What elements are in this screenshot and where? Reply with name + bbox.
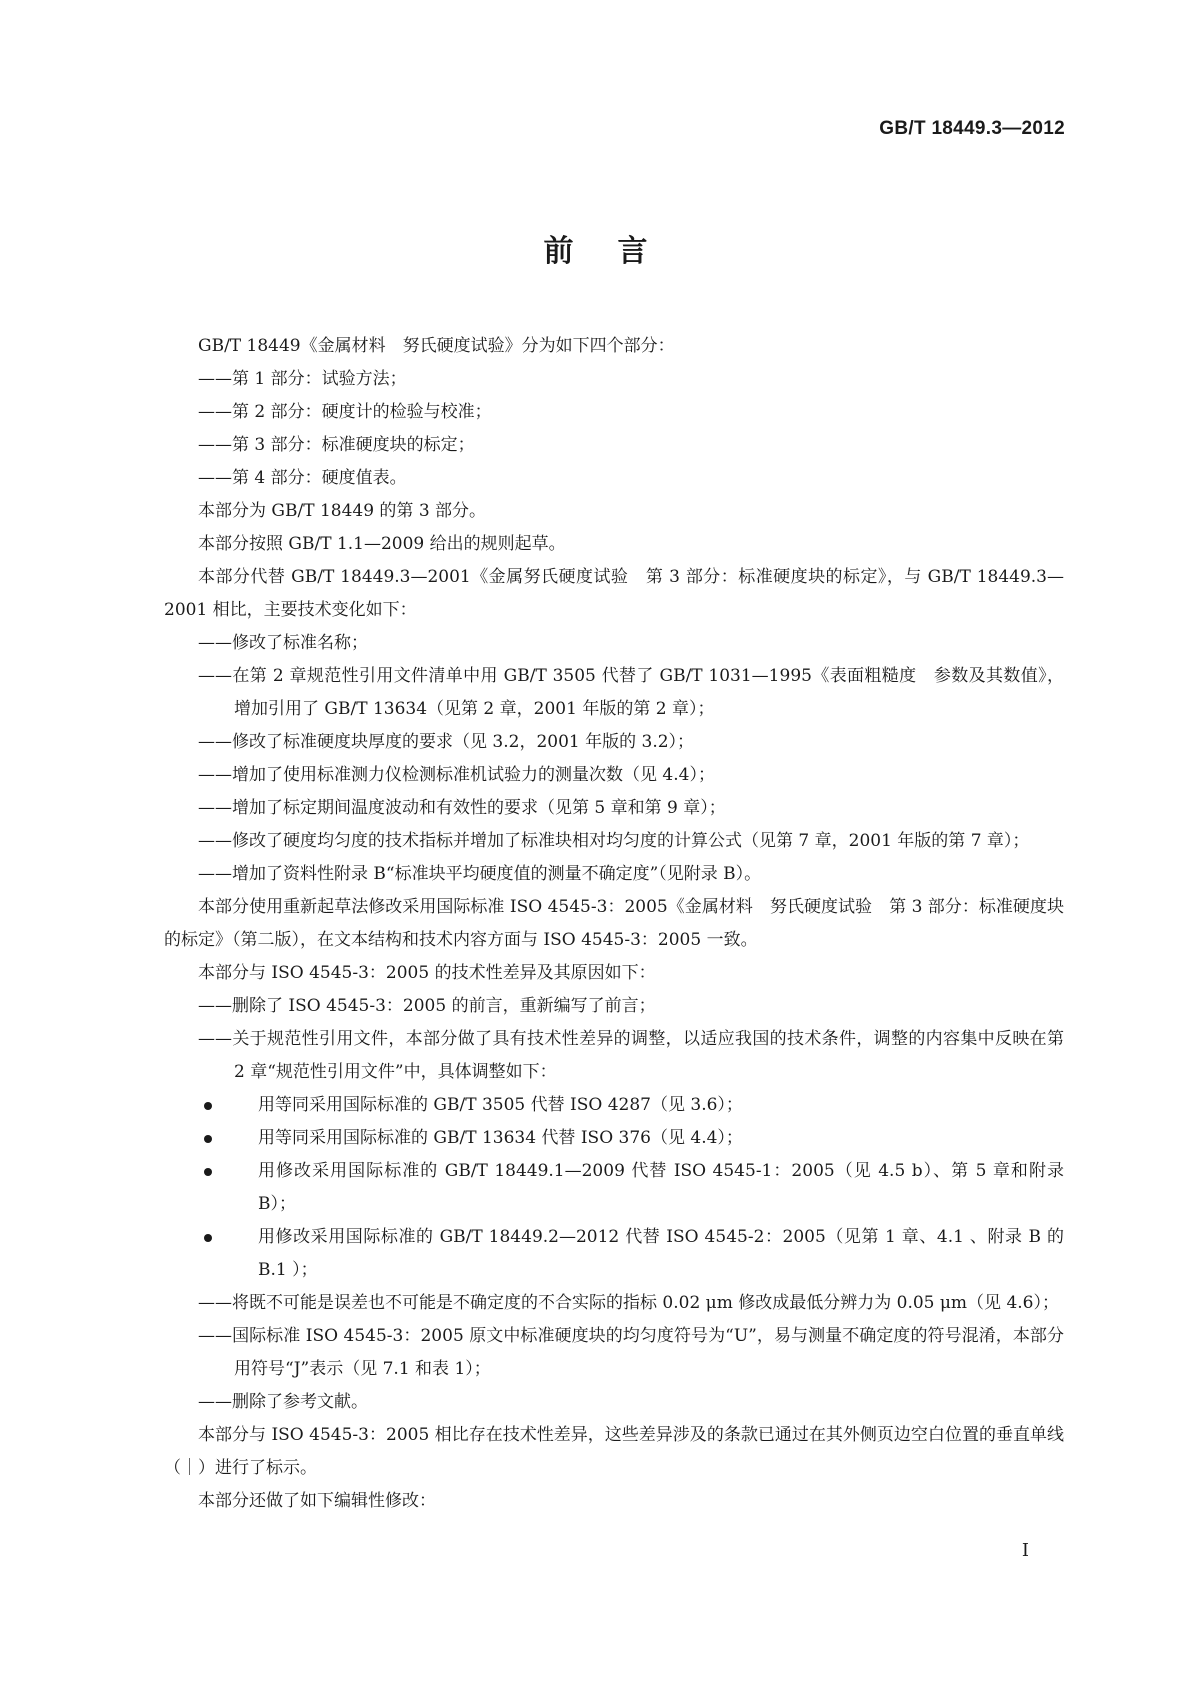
bullet-dot-icon xyxy=(204,1102,212,1110)
dash-list-item: ——国际标准 ISO 4545-3：2005 原文中标准硬度块的均匀度符号为“U”，易与测量不确定度的符号混淆，本部分用符号“J”表示（见 7.1 和表 1）； xyxy=(198,1326,1064,1379)
paragraph: GB/T 18449《金属材料 努氏硬度试验》分为如下四个部分： xyxy=(198,336,675,356)
bullet-text: 用等同采用国际标准的 GB/T 3505 代替 ISO 4287（见 3.6）； xyxy=(258,1095,743,1115)
bullet-item xyxy=(164,1155,1064,1221)
bullet-dot-icon xyxy=(204,1234,212,1242)
bullet-item xyxy=(164,1089,1064,1122)
bullet-item xyxy=(164,1122,1064,1155)
dash-list-item: ——增加了资料性附录 B“标准块平均硬度值的测量不确定度”（见附录 B）。 xyxy=(198,864,762,884)
bullet-dot-icon xyxy=(204,1168,212,1176)
dash-list-item: ——第 4 部分：硬度值表。 xyxy=(198,468,407,488)
dash-list-item: ——修改了硬度均匀度的技术指标并增加了标准块相对均匀度的计算公式（见第 7 章，2001 年版的第 7 章）； xyxy=(198,831,1030,851)
standard-code: GB/T 18449.3—2012 xyxy=(879,118,1065,139)
paragraph: 本部分还做了如下编辑性修改： xyxy=(198,1491,436,1511)
dash-list-item: ——第 3 部分：标准硬度块的标定； xyxy=(198,435,475,455)
dash-list-item: ——修改了标准硬度块厚度的要求（见 3.2，2001 年版的 3.2）； xyxy=(198,732,695,752)
foreword-body xyxy=(164,330,1064,1518)
dash-list-item: ——删除了参考文献。 xyxy=(198,1392,368,1412)
paragraph: 本部分使用重新起草法修改采用国际标准 ISO 4545-3：2005《金属材料 努氏硬度试验 第 3 部分：标准硬度块的标定》（第二版），在文本结构和技术内容方面与 ISO 4545-3：2005 一致。 xyxy=(164,897,1064,950)
dash-list-item: ——删除了 ISO 4545-3：2005 的前言，重新编写了前言； xyxy=(198,996,656,1016)
dash-list-item: ——修改了标准名称； xyxy=(198,633,368,653)
dash-list-item: ——增加了使用标准测力仪检测标准机试验力的测量次数（见 4.4）； xyxy=(198,765,715,785)
dash-list-item: ——增加了标定期间温度波动和有效性的要求（见第 5 章和第 9 章）； xyxy=(198,798,726,818)
bullet-item xyxy=(164,1221,1064,1287)
paragraph: 本部分按照 GB/T 1.1—2009 给出的规则起草。 xyxy=(198,534,566,554)
page-number: I xyxy=(1021,1540,1029,1561)
dash-list-item: ——将既不可能是误差也不可能是不确定度的不合实际的指标 0.02 μm 修改成最低分辨力为 0.05 μm（见 4.6）； xyxy=(198,1293,1059,1313)
page-title: 前言 xyxy=(543,234,692,269)
dash-list-item: ——关于规范性引用文件，本部分做了具有技术性差异的调整，以适应我国的技术条件，调整的内容集中反映在第 2 章“规范性引用文件”中，具体调整如下： xyxy=(198,1029,1064,1082)
paragraph: 本部分为 GB/T 18449 的第 3 部分。 xyxy=(198,501,487,521)
paragraph: 本部分与 ISO 4545-3：2005 相比存在技术性差异，这些差异涉及的条款已通过在其外侧页边空白位置的垂直单线（｜）进行了标示。 xyxy=(164,1425,1064,1478)
paragraph: 本部分代替 GB/T 18449.3—2001《金属努氏硬度试验 第 3 部分：标准硬度块的标定》，与 GB/T 18449.3—2001 相比，主要技术变化如下： xyxy=(164,567,1064,620)
dash-list-item: ——第 2 部分：硬度计的检验与校准； xyxy=(198,402,492,422)
bullet-text: 用修改采用国际标准的 GB/T 18449.1—2009 代替 ISO 4545-1：2005（见 4.5 b）、第 5 章和附录 B）； xyxy=(258,1161,1064,1214)
dash-list-item: ——第 1 部分：试验方法； xyxy=(198,369,407,389)
paragraph: 本部分与 ISO 4545-3：2005 的技术性差异及其原因如下： xyxy=(198,963,656,983)
dash-list-item: ——在第 2 章规范性引用文件清单中用 GB/T 3505 代替了 GB/T 1031—1995《表面粗糙度 参数及其数值》，增加引用了 GB/T 13634（见第 2 章，2001 年版的第 2 章）； xyxy=(198,666,1064,719)
bullet-dot-icon xyxy=(204,1135,212,1143)
bullet-text: 用修改采用国际标准的 GB/T 18449.2—2012 代替 ISO 4545-2：2005（见第 1 章、4.1 、附录 B 的 B.1 ）； xyxy=(258,1227,1064,1280)
bullet-text: 用等同采用国际标准的 GB/T 13634 代替 ISO 376（见 4.4）； xyxy=(258,1128,743,1148)
